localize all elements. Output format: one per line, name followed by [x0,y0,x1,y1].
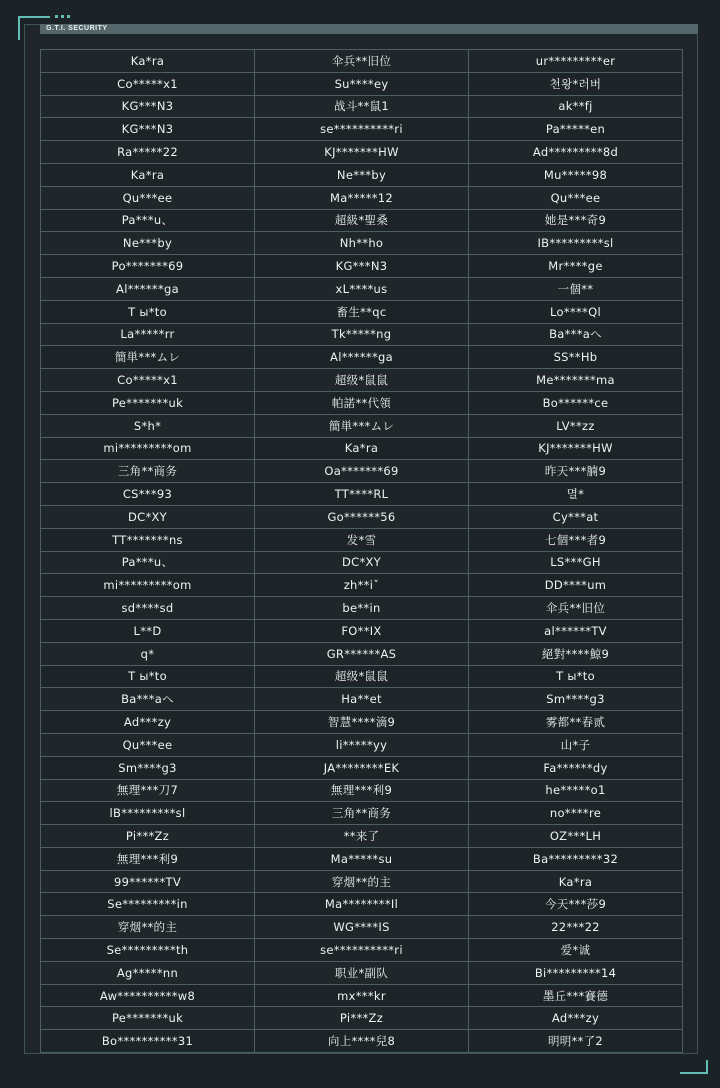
name-cell: KG***N3 [255,255,469,278]
name-cell: SS**Hb [469,346,683,369]
name-cell: La*****rr [41,323,255,346]
name-cell: xL****us [255,277,469,300]
table-row [41,72,683,95]
name-cell: se**********ri [255,118,469,141]
table-row [41,961,683,984]
name-cell: 簡単***ムレ [41,346,255,369]
name-cell: Qu***ee [469,186,683,209]
name-cell: GR******AS [255,642,469,665]
table-row [41,505,683,528]
name-cell: mi*********om [41,574,255,597]
name-cell: 智慧****滴9 [255,711,469,734]
name-cell: T ы*to [41,665,255,688]
name-cell: 雾都**春贰 [469,711,683,734]
name-cell: Qu***ee [41,733,255,756]
name-cell: 絕對****鯨9 [469,642,683,665]
name-cell: Ma*****12 [255,186,469,209]
name-cell: Co*****x1 [41,369,255,392]
name-cell: Cy***at [469,505,683,528]
name-cell: Pa***u、 [41,209,255,232]
name-cell: Pa*****en [469,118,683,141]
name-cell: Po*******69 [41,255,255,278]
name-cell: sd****sd [41,597,255,620]
name-cell: 穿烟**的主 [41,916,255,939]
table-row [41,369,683,392]
name-cell: 向上****兒8 [255,1030,469,1053]
name-cell: Bi*********14 [469,961,683,984]
name-cell: 今天***莎9 [469,893,683,916]
name-cell: Se*********in [41,893,255,916]
name-cell: Ne***by [41,232,255,255]
table-row [41,1007,683,1030]
name-cell: Me*******ma [469,369,683,392]
name-cell: mi*********om [41,437,255,460]
name-cell: LV**zz [469,414,683,437]
name-cell: 無理***利9 [41,847,255,870]
table-row [41,50,683,73]
name-cell: Tk*****ng [255,323,469,346]
name-cell: 发*雪 [255,528,469,551]
name-cell: 천왕*러버 [469,72,683,95]
table-row [41,756,683,779]
name-cell: zh**iˇ [255,574,469,597]
name-cell: WG****IS [255,916,469,939]
name-cell: 超级*鼠鼠 [255,369,469,392]
table-row [41,779,683,802]
name-cell: Ad***zy [469,1007,683,1030]
table-row [41,437,683,460]
name-cell: 七個***者9 [469,528,683,551]
name-cell: Ad*********8d [469,141,683,164]
table-row [41,186,683,209]
table-row [41,551,683,574]
table-row [41,528,683,551]
name-cell: Su****ey [255,72,469,95]
name-cell: 三角**商务 [41,460,255,483]
name-cell: Ra*****22 [41,141,255,164]
name-cell: be**in [255,597,469,620]
name-cell: q* [41,642,255,665]
name-cell: 爱*诚 [469,939,683,962]
table-row [41,300,683,323]
name-cell: Ha**et [255,688,469,711]
table-row [41,141,683,164]
name-cell: 帕諾**代領 [255,391,469,414]
table-row [41,893,683,916]
table-row [41,414,683,437]
table-row [41,118,683,141]
name-cell: Go******56 [255,505,469,528]
name-cell: 超级*鼠鼠 [255,665,469,688]
name-cell: Ba***aへ [469,323,683,346]
table-row [41,688,683,711]
name-cell: CS***93 [41,483,255,506]
name-cell: IB*********sl [469,232,683,255]
table-row [41,391,683,414]
name-cell: 一個** [469,277,683,300]
table-row [41,483,683,506]
name-cell: Ka*ra [41,50,255,73]
name-cell: Ka*ra [41,163,255,186]
table-row [41,870,683,893]
table-row [41,163,683,186]
name-cell: TT****RL [255,483,469,506]
name-cell: Sm****g3 [41,756,255,779]
table-row [41,847,683,870]
table-row [41,642,683,665]
name-cell: KG***N3 [41,118,255,141]
name-cell: L**D [41,619,255,642]
name-cell: Mr****ge [469,255,683,278]
table-row [41,232,683,255]
name-cell: 墨丘***賽德 [469,984,683,1007]
table-row [41,916,683,939]
name-cell: JA********EK [255,756,469,779]
name-cell: Ba***aへ [41,688,255,711]
name-cell: DC*XY [41,505,255,528]
name-cell: Ma*****su [255,847,469,870]
player-names-table [40,49,683,1053]
name-cell: se**********ri [255,939,469,962]
table-row [41,597,683,620]
table-row [41,574,683,597]
name-cell: Ne***by [255,163,469,186]
name-cell: Sm****g3 [469,688,683,711]
name-cell: FO**IX [255,619,469,642]
name-cell: Pa***u、 [41,551,255,574]
name-cell: 伞兵**旧位 [469,597,683,620]
name-cell: Qu***ee [41,186,255,209]
name-cell: al******TV [469,619,683,642]
table-row [41,939,683,962]
name-cell: Se*********th [41,939,255,962]
table-row [41,255,683,278]
name-cell: Nh**ho [255,232,469,255]
name-cell: Fa******dy [469,756,683,779]
name-cell: KJ*******HW [255,141,469,164]
name-cell: ur*********er [469,50,683,73]
name-cell: Co*****x1 [41,72,255,95]
name-cell: Bo**********31 [41,1030,255,1053]
table-row [41,665,683,688]
name-cell: 無理***刀7 [41,779,255,802]
table-row [41,346,683,369]
name-cell: 明明**了2 [469,1030,683,1053]
name-cell: 22***22 [469,916,683,939]
name-cell: Al******ga [255,346,469,369]
table-row [41,323,683,346]
table-row [41,277,683,300]
name-cell: 穿烟**的主 [255,870,469,893]
name-cell: TT*******ns [41,528,255,551]
name-cell: Oa*******69 [255,460,469,483]
name-cell: Lo****Ql [469,300,683,323]
name-cell: DD****um [469,574,683,597]
table-row [41,1030,683,1053]
name-cell: Pe*******uk [41,391,255,414]
name-cell: Pe*******uk [41,1007,255,1030]
name-cell: 三角**商务 [255,802,469,825]
table-row [41,984,683,1007]
name-cell: mx***kr [255,984,469,1007]
name-cell: T ы*to [41,300,255,323]
name-cell: Bo******ce [469,391,683,414]
name-cell: Pi***Zz [255,1007,469,1030]
name-cell: lB*********sl [41,802,255,825]
name-cell: Ka*ra [469,870,683,893]
name-cell: Pi***Zz [41,825,255,848]
name-cell: li*****yy [255,733,469,756]
name-cell: 山*子 [469,733,683,756]
table-row [41,825,683,848]
table-row [41,209,683,232]
name-cell: DC*XY [255,551,469,574]
corner-bracket-bottom-right [680,1060,708,1074]
name-cell: no****re [469,802,683,825]
table-row [41,711,683,734]
name-cell: 她是***奇9 [469,209,683,232]
name-cell: 职业*副队 [255,961,469,984]
name-cell: S*h* [41,414,255,437]
name-cell: Al******ga [41,277,255,300]
name-cell: **来了 [255,825,469,848]
table-row [41,619,683,642]
name-cell: Ma********Il [255,893,469,916]
name-cell: 畜生**qc [255,300,469,323]
table-row [41,95,683,118]
header-title: G.T.I. SECURITY [40,24,698,34]
name-cell: 伞兵**旧位 [255,50,469,73]
table-row [41,802,683,825]
name-cell: 無理***利9 [255,779,469,802]
corner-dots-decoration [55,15,73,18]
name-cell: he*****o1 [469,779,683,802]
name-cell: ak**fj [469,95,683,118]
name-cell: LS***GH [469,551,683,574]
name-cell: KG***N3 [41,95,255,118]
name-cell: 昨天***腩9 [469,460,683,483]
name-cell: OZ***LH [469,825,683,848]
name-cell: Ad***zy [41,711,255,734]
name-cell: KJ*******HW [469,437,683,460]
table-row [41,733,683,756]
name-cell: T ы*to [469,665,683,688]
name-cell: 战斗**鼠1 [255,95,469,118]
name-cell: 멸* [469,483,683,506]
name-cell: Ag*****nn [41,961,255,984]
name-cell: Mu*****98 [469,163,683,186]
name-cell: Aw**********w8 [41,984,255,1007]
table-row [41,460,683,483]
name-cell: 超級*聖桑 [255,209,469,232]
name-cell: Ba*********32 [469,847,683,870]
name-cell: 99******TV [41,870,255,893]
name-cell: Ka*ra [255,437,469,460]
name-cell: 簡単***ムレ [255,414,469,437]
